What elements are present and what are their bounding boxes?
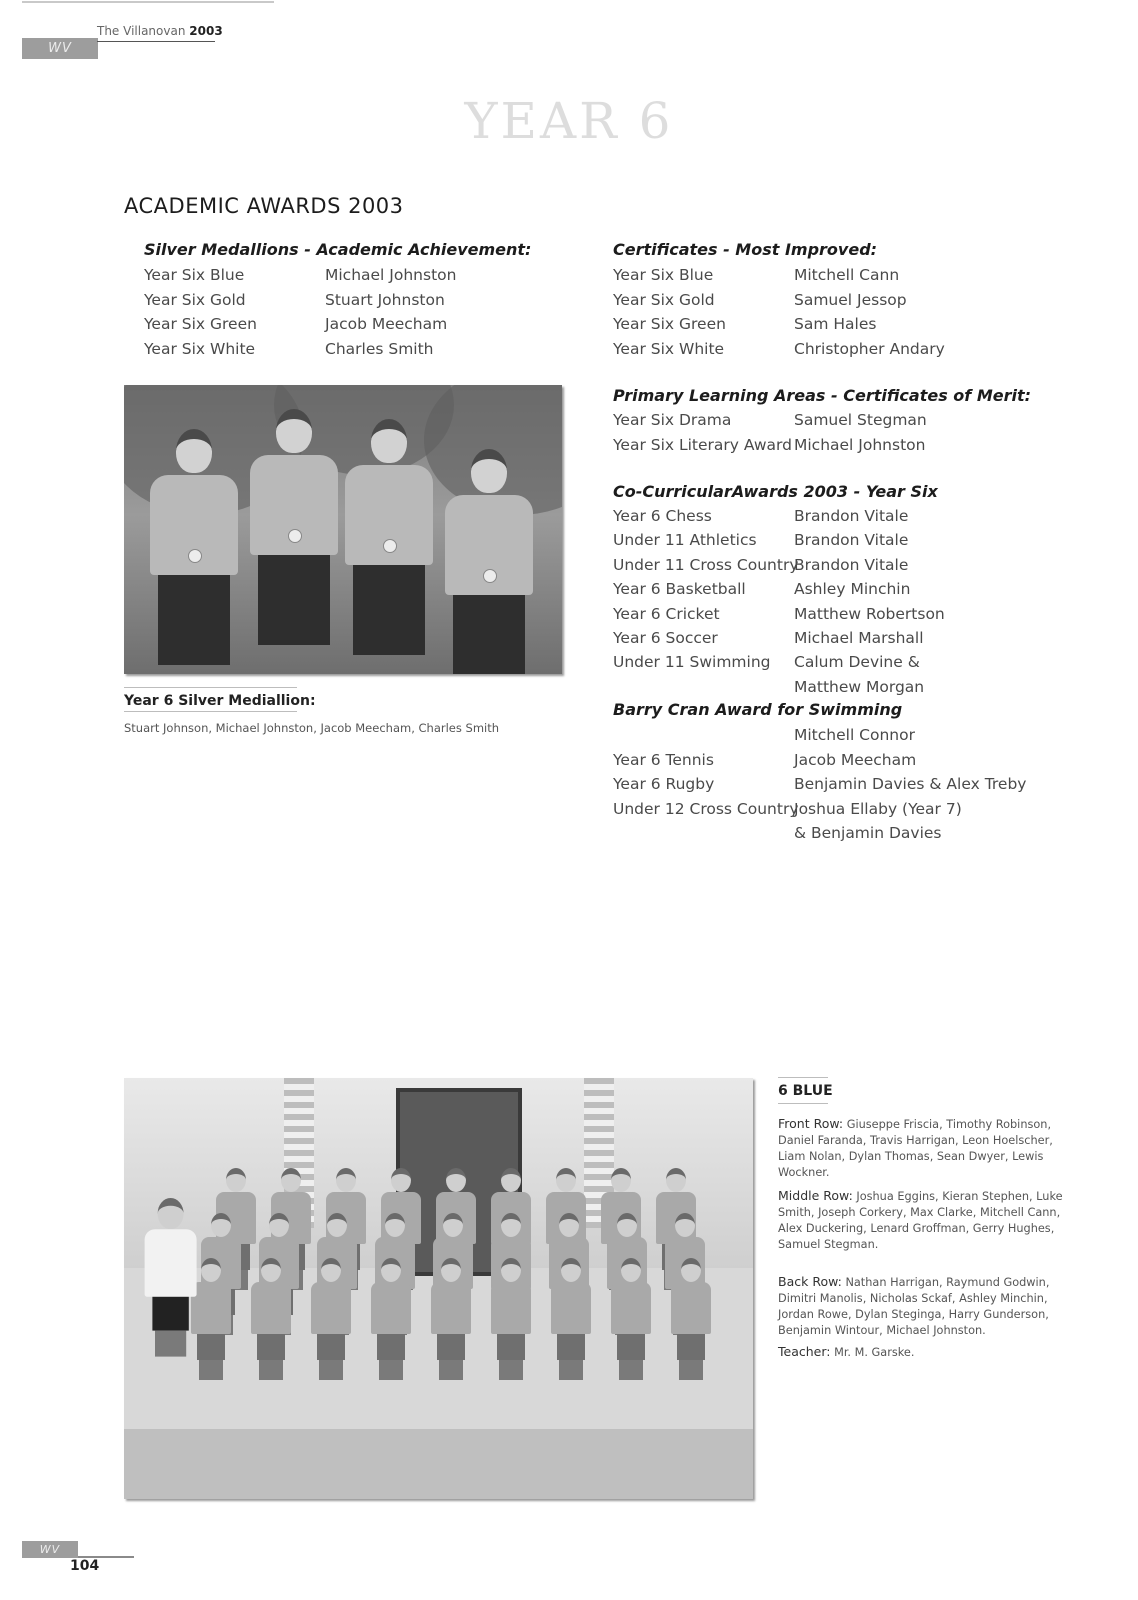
award-category: Year 6 Chess [613, 507, 712, 525]
caption-rule-top [124, 687, 297, 688]
award-recipient: Jacob Meecham [325, 315, 448, 333]
class-group-photo [124, 1078, 753, 1499]
award-recipient: Matthew Robertson [794, 604, 945, 623]
teacher-label: Teacher: [778, 1344, 831, 1359]
award-category: Year 6 Tennis [613, 750, 714, 769]
award-category: Year 6 Cricket [613, 604, 720, 623]
student-figure [489, 1258, 533, 1378]
teacher-figure [142, 1198, 199, 1354]
award-recipient: Charles Smith [325, 339, 434, 358]
award-row [613, 507, 1033, 527]
class-rule-bottom [778, 1103, 828, 1104]
footer-logo [22, 1541, 78, 1558]
award-row [613, 436, 1033, 456]
award-recipient: Jacob Meecham [794, 750, 917, 769]
caption-rule-bottom [124, 711, 297, 712]
award-category: Year 6 Basketball [613, 580, 746, 599]
front-row-caption [778, 1116, 1068, 1181]
award-recipient: Brandon Vitale [794, 531, 909, 550]
award-recipient: Mitchell Cann [794, 266, 900, 284]
award-category: Year Six Drama [613, 411, 732, 429]
award-category: Year Six Green [144, 315, 257, 333]
silver-medallions-heading: Silver Medallions - Academic Achievement: [144, 240, 532, 259]
award-row [613, 266, 1033, 286]
award-recipient: Michael Marshall [794, 629, 924, 647]
medallion-caption-title: Year 6 Silver Mediallion: [124, 693, 316, 709]
class-rule-top [778, 1077, 828, 1078]
page-title: YEAR 6 [464, 92, 674, 150]
award-category: Year Six Gold [613, 290, 715, 309]
award-category: Year Six Green [613, 315, 726, 333]
award-category: Year 6 Rugby [613, 775, 715, 794]
front-row-label: Front Row: [778, 1116, 844, 1131]
award-recipient: Sam Hales [794, 315, 877, 333]
student-figure [609, 1258, 653, 1378]
award-row [613, 580, 1033, 600]
student-figure [369, 1258, 413, 1378]
award-category: Under 12 Cross Country [613, 799, 799, 818]
award-row [613, 291, 1033, 311]
running-head [97, 24, 223, 38]
award-category: Year Six Blue [144, 266, 245, 284]
award-recipient: Brandon Vitale [794, 507, 909, 525]
middle-row-caption [778, 1188, 1068, 1253]
class-name: 6 BLUE [778, 1083, 833, 1099]
section-title: ACADEMIC AWARDS 2003 [124, 194, 404, 218]
award-row [613, 556, 1033, 576]
award-row [144, 340, 564, 360]
barry-cran-heading: Barry Cran Award for Swimming [613, 700, 903, 719]
award-recipient: Samuel Jessop [794, 290, 907, 309]
award-row [613, 751, 1033, 771]
award-row [613, 411, 1033, 431]
award-row [144, 266, 564, 286]
teacher-caption [778, 1344, 1068, 1361]
award-recipient: Benjamin Davies & Alex Treby [794, 775, 1027, 794]
award-category: Year Six White [613, 339, 725, 358]
award-recipient: Michael Johnston [794, 435, 926, 454]
award-category: Under 11 Athletics [613, 531, 757, 550]
award-row [613, 605, 1033, 625]
award-recipient: Mitchell Connor [794, 726, 915, 744]
award-row [144, 315, 564, 335]
medallion-caption-names: Stuart Johnson, Michael Johnston, Jacob Meecham, Charles Smith [124, 721, 500, 735]
award-category: Year Six Gold [144, 290, 246, 309]
middle-row-names: Joshua Eggins, Kieran Stephen, Luke Smith, Joseph Corkery, Max Clarke, Mitchell Cann, Alex Duckering, Lenard Groffman, Gerry Hughes, Samuel Stegman. [778, 1190, 1063, 1251]
award-recipient: Calum Devine & [794, 653, 920, 672]
award-row [613, 726, 1033, 746]
publication-name: The Villanovan [97, 24, 186, 38]
award-row [144, 291, 564, 311]
running-head-rule [97, 41, 215, 42]
logo-text: WV [48, 41, 72, 56]
footer-logo-text: WV [39, 1543, 61, 1556]
award-recipient: Joshua Ellaby (Year 7) [794, 799, 962, 818]
award-row [613, 340, 1033, 360]
award-category: Under 11 Cross Country [613, 555, 799, 574]
award-recipient: Matthew Morgan [794, 677, 925, 696]
award-category: Year Six Blue [613, 266, 714, 284]
award-row [613, 824, 1033, 844]
primary-learning-heading: Primary Learning Areas - Certificates of Merit: [613, 386, 1032, 405]
award-recipient: Michael Johnston [325, 266, 457, 284]
most-improved-heading: Certificates - Most Improved: [613, 240, 878, 259]
silver-medallion-photo [124, 385, 562, 674]
back-row-names: Nathan Harrigan, Raymund Godwin, Dimitri Manolis, Nicholas Sckaf, Ashley Minchin, Jordan Rowe, Dylan Steginga, Harry Gunderson, Benjamin Wintour, Michael Johnston. [778, 1276, 1050, 1337]
student-figure [309, 1258, 353, 1378]
award-recipient: Brandon Vitale [794, 555, 909, 574]
award-category: Under 11 Swimming [613, 653, 771, 672]
award-row [613, 531, 1033, 551]
middle-row-label: Middle Row: [778, 1188, 853, 1203]
award-row [613, 678, 1033, 698]
page-number: 104 [70, 1558, 100, 1574]
award-row [613, 775, 1033, 795]
student-figure [429, 1258, 473, 1378]
award-recipient: Stuart Johnston [325, 290, 445, 309]
award-category: Year 6 Soccer [613, 629, 718, 647]
teacher-name: Mr. M. Garske. [834, 1346, 915, 1359]
back-row-caption [778, 1274, 1068, 1339]
header-top-rule [22, 1, 274, 3]
student-figure [549, 1258, 593, 1378]
front-row-names: Giuseppe Friscia, Timothy Robinson, Daniel Faranda, Travis Harrigan, Leon Hoelscher, Liam Nolan, Dylan Thomas, Sean Dwyer, Lewis Wockner. [778, 1118, 1053, 1179]
award-category: Year Six Literary Award [613, 435, 792, 454]
award-recipient: & Benjamin Davies [794, 824, 942, 843]
award-row [613, 629, 1033, 649]
back-row-label: Back Row: [778, 1274, 842, 1289]
award-recipient: Samuel Stegman [794, 411, 927, 429]
award-recipient: Christopher Andary [794, 339, 945, 358]
award-row [613, 800, 1033, 820]
award-row [613, 315, 1033, 335]
award-row [613, 653, 1033, 673]
publication-logo [22, 38, 98, 59]
award-category: Year Six White [144, 339, 256, 358]
student-figure [669, 1258, 713, 1378]
co-curricular-heading: Co-CurricularAwards 2003 - Year Six [613, 482, 938, 501]
student-figure [249, 1258, 293, 1378]
award-recipient: Ashley Minchin [794, 580, 911, 599]
publication-year: 2003 [189, 24, 223, 38]
